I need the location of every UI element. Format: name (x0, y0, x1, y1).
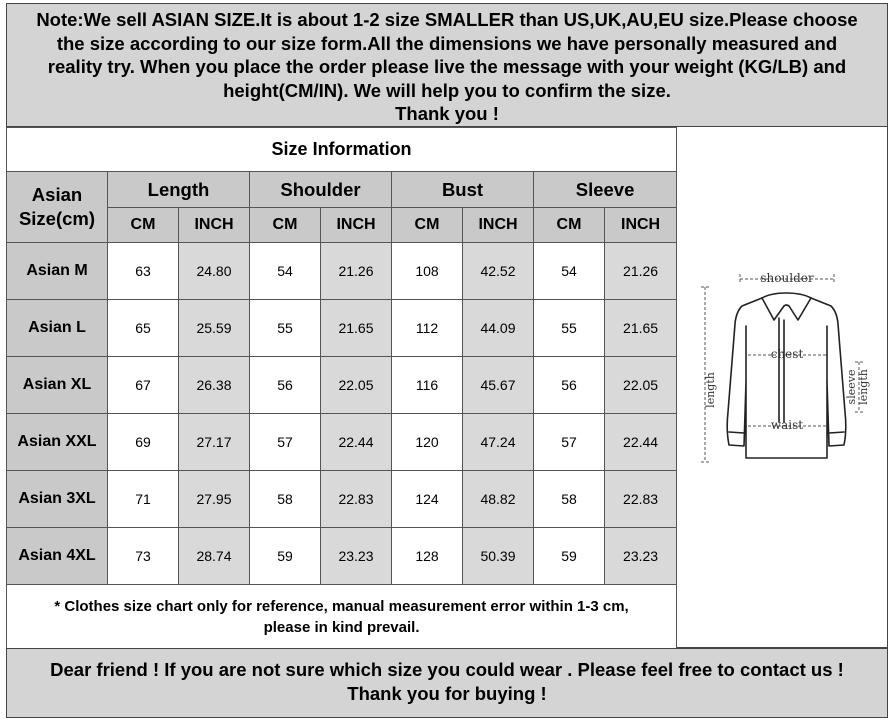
column-divider (676, 127, 677, 648)
length-cm-value: 71 (108, 471, 179, 528)
shoulder-inch-value: 21.65 (321, 300, 392, 357)
bust-cm-value: 108 (392, 243, 463, 300)
bust-inch-value: 50.39 (463, 528, 534, 585)
bust-inch-value: 47.24 (463, 414, 534, 471)
table-footnote (7, 585, 677, 649)
length-label: length (704, 372, 717, 408)
notice-line: reality try. When you place the order please live the message with your weight (KG/LB) and (47, 56, 847, 77)
sleeve-cm-value: 58 (534, 471, 605, 528)
sleeve-cm-value: 55 (534, 300, 605, 357)
notice-line: Note:We sell ASIAN SIZE.It is about 1-2 size SMALLER than US,UK,AU,EU size.Please choose (36, 9, 858, 30)
table-row (7, 414, 677, 471)
bust-inch-value: 45.67 (463, 357, 534, 414)
table-title: Size Information (7, 128, 677, 172)
bust-cm-value: 124 (392, 471, 463, 528)
notice-line: height(CM/IN). We will help you to confirm the size. (223, 79, 671, 101)
length-header: Length (108, 172, 250, 208)
table-row (7, 300, 677, 357)
unit-header-inch: INCH (463, 208, 534, 243)
footnote-line: * Clothes size chart only for reference, manual measurement error within 1-3 cm, (54, 597, 629, 615)
asian-size-header-line: Size(cm) (18, 208, 96, 229)
table-row (7, 528, 677, 585)
contact-banner (6, 648, 888, 718)
shoulder-inch-value: 22.44 (321, 414, 392, 471)
sleeve-inch-value: 22.44 (605, 414, 677, 471)
shoulder-cm-value: 56 (250, 357, 321, 414)
shoulder-header: Shoulder (250, 172, 392, 208)
length-cm-value: 73 (108, 528, 179, 585)
unit-header-cm: CM (108, 208, 179, 243)
size-label: Asian XXL (7, 414, 108, 471)
sleeve-header: Sleeve (534, 172, 677, 208)
shirt-measurement-diagram (692, 262, 877, 472)
footnote-line: please in kind prevail. (263, 618, 420, 636)
shoulder-cm-value: 59 (250, 528, 321, 585)
shoulder-label: shoulder (760, 271, 814, 285)
shoulder-cm-value: 55 (250, 300, 321, 357)
unit-header-cm: CM (534, 208, 605, 243)
bust-inch-value: 48.82 (463, 471, 534, 528)
sleeve-inch-value: 23.23 (605, 528, 677, 585)
sleeve-inch-value: 22.05 (605, 357, 677, 414)
bust-cm-value: 116 (392, 357, 463, 414)
shoulder-cm-value: 58 (250, 471, 321, 528)
bust-cm-value: 112 (392, 300, 463, 357)
notice-line: Thank you ! (395, 103, 499, 124)
size-label: Asian 4XL (7, 528, 108, 585)
shoulder-cm-value: 54 (250, 243, 321, 300)
unit-header-cm: CM (392, 208, 463, 243)
size-label: Asian 3XL (7, 471, 108, 528)
unit-header-cm: CM (250, 208, 321, 243)
sleeve-label-line: length (857, 369, 870, 405)
size-label: Asian M (7, 243, 108, 300)
shoulder-inch-value: 22.83 (321, 471, 392, 528)
length-inch-value: 26.38 (179, 357, 250, 414)
length-cm-value: 65 (108, 300, 179, 357)
sleeve-length-label (845, 369, 870, 405)
sleeve-label-line: sleeve (845, 369, 858, 405)
shirt-icon (727, 293, 846, 458)
length-inch-value: 28.74 (179, 528, 250, 585)
waist-label: waist (770, 418, 804, 432)
size-notice-banner (6, 3, 888, 127)
chest-label: chest (770, 347, 804, 361)
length-cm-value: 67 (108, 357, 179, 414)
shoulder-inch-value: 21.26 (321, 243, 392, 300)
length-inch-value: 24.80 (179, 243, 250, 300)
bust-inch-value: 42.52 (463, 243, 534, 300)
sleeve-inch-value: 21.26 (605, 243, 677, 300)
bust-header: Bust (392, 172, 534, 208)
length-inch-value: 27.17 (179, 414, 250, 471)
table-row (7, 243, 677, 300)
contact-line: Dear friend ! If you are not sure which size you could wear . Please feel free to contact us ! (50, 659, 844, 680)
unit-header-inch: INCH (605, 208, 677, 243)
shoulder-inch-value: 23.23 (321, 528, 392, 585)
table-row (7, 471, 677, 528)
length-inch-value: 25.59 (179, 300, 250, 357)
contact-line: Thank you for buying ! (347, 683, 547, 704)
bust-cm-value: 128 (392, 528, 463, 585)
length-cm-value: 63 (108, 243, 179, 300)
sleeve-inch-value: 21.65 (605, 300, 677, 357)
size-label: Asian XL (7, 357, 108, 414)
sleeve-inch-value: 22.83 (605, 471, 677, 528)
bust-cm-value: 120 (392, 414, 463, 471)
bust-inch-value: 44.09 (463, 300, 534, 357)
sleeve-cm-value: 54 (534, 243, 605, 300)
measure-lines (701, 274, 863, 462)
shoulder-cm-value: 57 (250, 414, 321, 471)
size-label: Asian L (7, 300, 108, 357)
asian-size-header (7, 172, 108, 243)
unit-header-inch: INCH (179, 208, 250, 243)
sleeve-cm-value: 57 (534, 414, 605, 471)
unit-header-inch: INCH (321, 208, 392, 243)
shoulder-inch-value: 22.05 (321, 357, 392, 414)
sleeve-cm-value: 59 (534, 528, 605, 585)
notice-line: the size according to our size form.All the dimensions we have personally measured and (56, 32, 838, 54)
sleeve-cm-value: 56 (534, 357, 605, 414)
length-cm-value: 69 (108, 414, 179, 471)
asian-size-header-line: Asian (31, 184, 83, 205)
length-inch-value: 27.95 (179, 471, 250, 528)
table-row (7, 357, 677, 414)
size-table (6, 127, 677, 649)
